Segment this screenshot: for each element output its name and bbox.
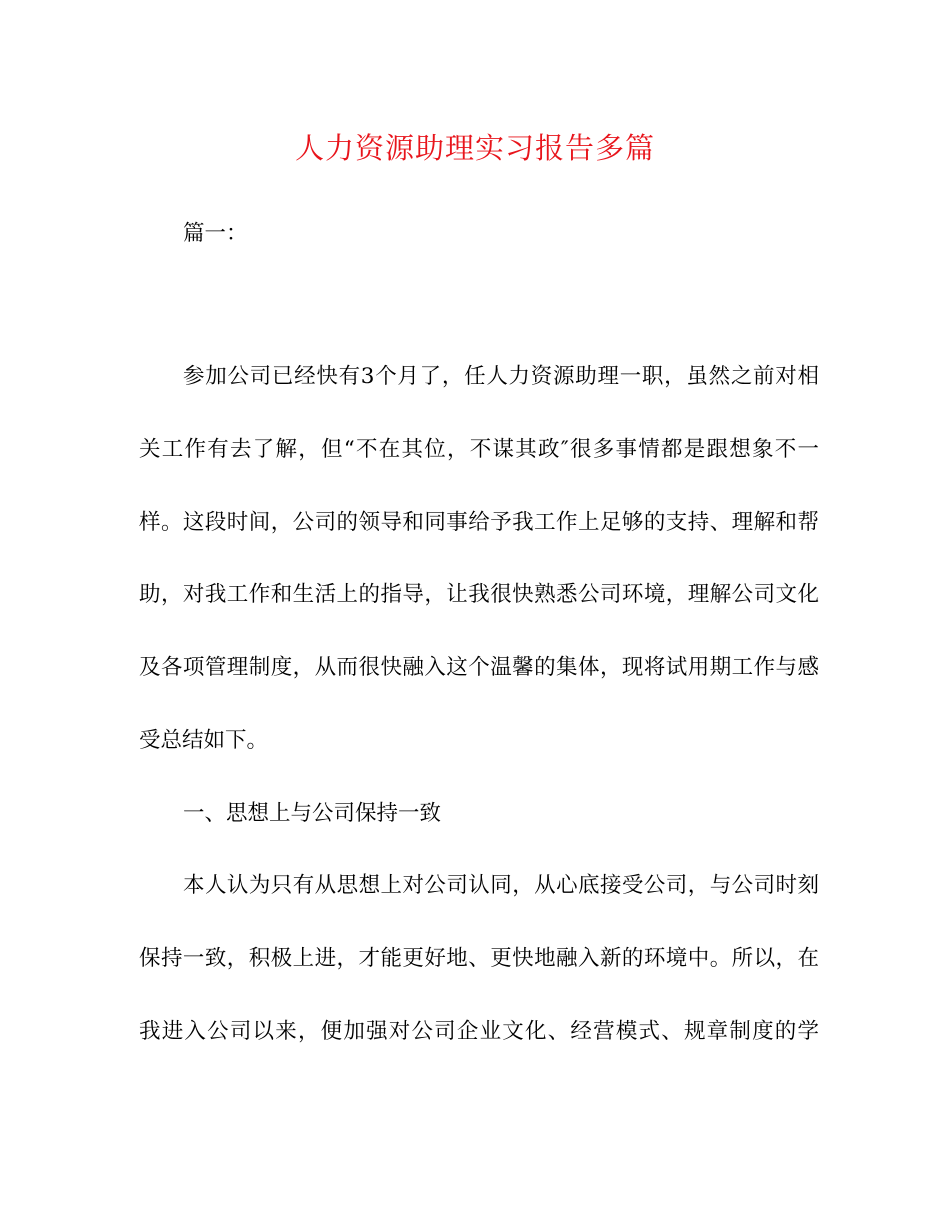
section-heading: 篇一：: [183, 221, 248, 246]
paragraph-line: 关工作有去了解，但“不在其位，不谋其政″很多事情都是跟想象不一: [139, 437, 819, 462]
paragraph-line: 本人认为只有从思想上对公司认同，从心底接受公司，与公司时刻: [183, 873, 819, 898]
document-title: 人力资源助理实习报告多篇: [294, 131, 655, 165]
paragraph-line: 样。这段时间，公司的领导和同事给予我工作上足够的支持、理解和帮: [139, 510, 819, 535]
paragraph-line: 助，对我工作和生活上的指导，让我很快熟悉公司环境，理解公司文化: [139, 582, 819, 607]
paragraph-line: 我进入公司以来，便加强对公司企业文化、经营模式、规章制度的学: [139, 1019, 819, 1044]
paragraph-line: 保持一致，积极上进，才能更好地、更快地融入新的环境中。所以，在: [139, 946, 819, 971]
paragraph-line: 参加公司已经快有3个月了，任人力资源助理一职，虽然之前对相: [183, 364, 819, 389]
paragraph-line: 及各项管理制度，从而很快融入这个温馨的集体，现将试用期工作与感: [139, 655, 819, 680]
subsection-heading: 一、思想上与公司保持一致: [183, 801, 442, 826]
paragraph-line: 受总结如下。: [139, 728, 269, 753]
